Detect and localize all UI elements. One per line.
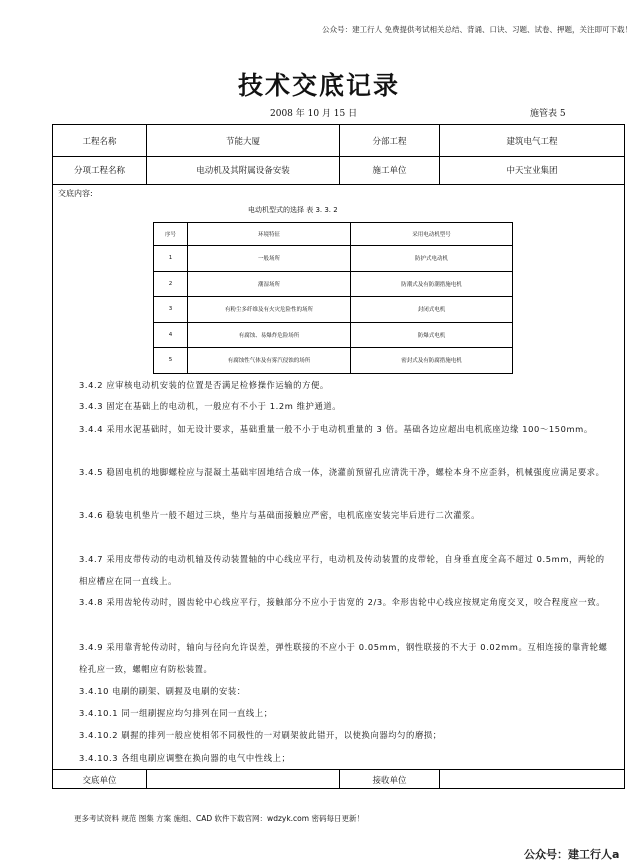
table-cell: 密封式及有防腐措施电机 [351, 348, 513, 374]
handover-unit-label: 交底单位 [53, 770, 147, 789]
header-cell: 采用电动机型号 [351, 223, 513, 246]
division-value: 建筑电气工程 [506, 136, 558, 147]
record-form [52, 124, 625, 789]
table-cell: 一般场所 [188, 246, 351, 272]
table-cell: 4 [154, 322, 188, 348]
project-name-label: 工程名称 [53, 125, 147, 156]
table-cell: 3 [154, 297, 188, 323]
signoff-row [53, 769, 624, 789]
motor-type-table [153, 222, 513, 374]
header-note: 公众号：建工行人 免费提供考试相关总结、背诵、口诀、习题、试卷、押题，关注即可下载！ [322, 25, 632, 34]
clause-3-4-4: 3.4.4 采用水泥基础时，如无设计要求，基础重量一般不小于电动机重量的 3 倍。基础各边应超出电机底座边缘 100～150mm。 [79, 424, 593, 434]
receiver-unit-value [440, 770, 624, 789]
clause-3-4-9: 3.4.9 采用靠背轮传动时，轴向与径向允许误差，弹性联接的不应小于 0.05mm，钢性联接的不大于 0.02mm。互相连接的靠背轮螺栓孔应一致，螺帽应有防松装置。 [79, 642, 608, 674]
table-cell: 1 [154, 246, 188, 272]
motor-table-caption: 电动机型式的选择 表 3. 3. 2 [248, 206, 338, 214]
header-cell: 序号 [154, 223, 188, 246]
table-cell: 有粉尘多纤维及有火灾危险性的场所 [188, 297, 351, 323]
division-label: 分部工程 [340, 125, 440, 156]
clause-3-4-7: 3.4.7 采用皮带传动的电动机轴及传动装置轴的中心线应平行，电动机及传动装置的皮带轮，自身垂直度全高不超过 0.5mm，两轮的相应槽应在同一直线上。 [79, 554, 605, 586]
table-row [154, 348, 513, 374]
construction-unit-label: 施工单位 [340, 156, 440, 184]
table-cell: 防护式电动机 [351, 246, 513, 272]
clause-3-4-3: 3.4.3 固定在基础上的电动机，一般应有不小于 1.2m 维护通道。 [79, 401, 342, 411]
watermark: 公众号：建工行人a [524, 848, 620, 861]
footer-text: 更多考试资料 规范 图集 方案 施组、CAD 软件下载官网：wdzyk.com 密码每日更新！ [74, 814, 364, 823]
table-cell: 有腐蚀性气体及有雾汽侵蚀的场所 [188, 348, 351, 374]
handover-unit-value [147, 770, 340, 789]
table-row [154, 322, 513, 348]
subitem-name-label: 分项工程名称 [53, 156, 147, 184]
info-row-subitem [53, 156, 624, 185]
clause-3-4-6: 3.4.6 稳装电机垫片一般不超过三块，垫片与基础面接触应严密，电机底座安装完毕后进行二次灌浆。 [79, 510, 481, 520]
table-cell: 潮湿场所 [188, 271, 351, 297]
table-cell: 防爆式电机 [351, 322, 513, 348]
clause-3-4-5: 3.4.5 稳固电机的地脚螺栓应与混凝土基础牢固地结合成一体，浇灌前预留孔应清洗干净，螺栓本身不应歪斜，机械强度应满足要求。 [79, 467, 605, 477]
table-row [154, 271, 513, 297]
table-cell: 2 [154, 271, 188, 297]
info-row-project [53, 125, 624, 157]
table-row [154, 246, 513, 272]
table-cell: 有腐蚀、易爆炸危险场所 [188, 322, 351, 348]
clause-3-4-10-3: 3.4.10.3 各组电刷应调整在换向器的电气中性线上； [79, 753, 291, 763]
table-cell: 防潮式及有防潮措施电机 [351, 271, 513, 297]
project-name-value: 节能大厦 [147, 125, 340, 156]
clause-3-4-10: 3.4.10 电刷的刷架、刷握及电刷的安装： [79, 686, 246, 696]
record-date: 2008 年 10 月 15 日 [270, 109, 358, 119]
page-title: 技术交底记录 [237, 71, 400, 100]
clause-3-4-8: 3.4.8 采用齿轮传动时，圆齿轮中心线应平行，接触部分不应小于齿宽的 2/3。伞形齿轮中心线应按规定角度交叉，咬合程度应一致。 [79, 597, 606, 607]
clause-3-4-2: 3.4.2 应审核电动机安装的位置是否满足检修操作运输的方便。 [79, 380, 329, 390]
construction-unit-value: 中天宝业集团 [506, 166, 558, 176]
table-cell: 5 [154, 348, 188, 374]
receiver-unit-label: 接收单位 [340, 770, 440, 789]
subitem-name-value: 电动机及其附属设备安装 [147, 156, 340, 184]
clause-3-4-10-2: 3.4.10.2 刷握的排列一般应使相邻不同极性的一对刷架彼此错开，以使换向器均匀的磨损； [79, 730, 442, 740]
table-cell: 封闭式电机 [351, 297, 513, 323]
table-header-row [154, 223, 513, 246]
clause-3-4-10-1: 3.4.10.1 同一组刷握应均匀排列在同一直线上； [79, 708, 273, 718]
table-row [154, 297, 513, 323]
header-cell: 环境特征 [188, 223, 351, 246]
content-label: 交底内容: [58, 189, 93, 198]
form-number: 施管表 5 [530, 109, 566, 119]
